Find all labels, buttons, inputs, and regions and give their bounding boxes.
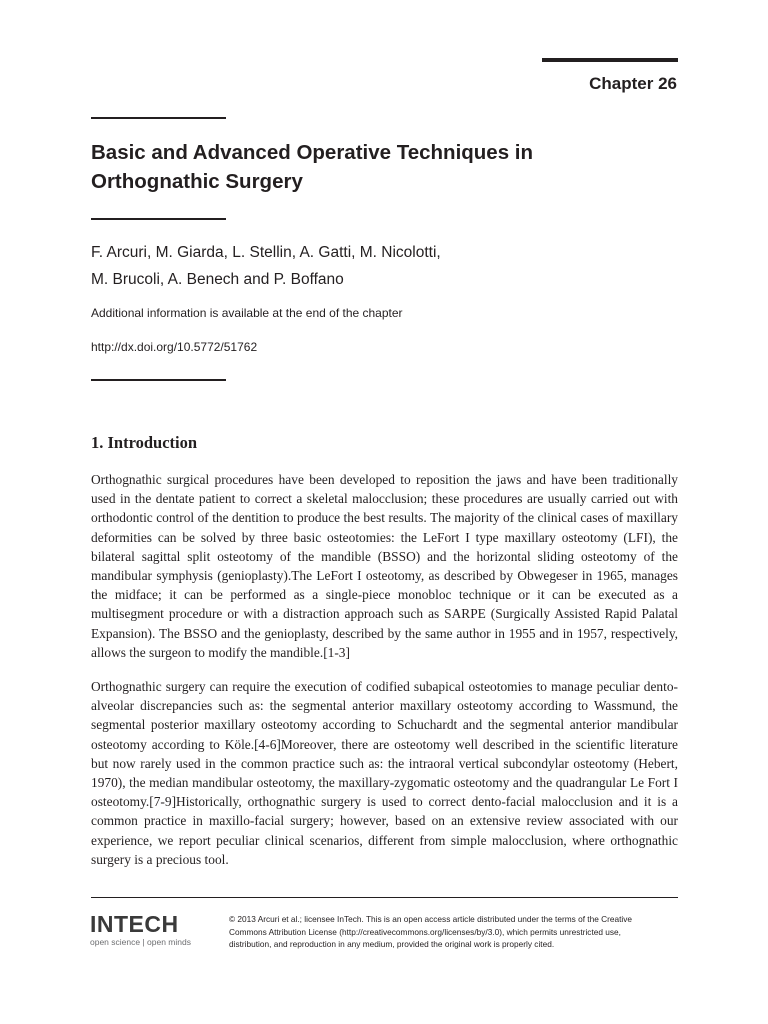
license-line-3: distribution, and reproduction in any medium, provided the original work is properly cited. — [229, 939, 555, 949]
title-top-rule — [91, 117, 226, 119]
author-list — [91, 239, 651, 293]
logo-tagline: open science | open minds — [90, 937, 191, 947]
section-heading: 1. Introduction — [91, 433, 198, 452]
license-line-1: © 2013 Arcuri et al.; licensee InTech. This is an open access article distributed under the terms of the Creative — [229, 914, 633, 924]
paragraph-2: Orthognathic surgery can require the execution of codified subapical osteotomies to manage peculiar dento-alveolar discrepancies such as: the segmental anterior maxillary osteotomy according to Wassmund, the segmental posterior maxillary osteotomy according to Schuchardt and the segmental anterior mandibular osteotomy according to Köle.[4-6]Moreover, there are osteotomy well described in the scientific literature but now rarely used in the common practice such as: the intraoral vertical subcondylar osteotomy (Hebert, 1970), the median mandibular osteotomy, the maxillary-zygomatic osteotomy and the quadrangular Le Fort I osteotomy.[7-9]Historically, orthognathic surgery is used to correct dento-facial malocclusion and it is a common practice in maxillo-facial surgery; however, based on an extensive review associated with our experience, we report peculiar clinical scenarios, different from simple malocclusion, where orthognathic surgery is a precious tool. — [91, 679, 678, 867]
footer-rule — [91, 897, 678, 898]
license-line-2: Commons Attribution License (http://creativecommons.org/licenses/by/3.0), which permits unrestricted use, — [229, 926, 621, 937]
paragraph-1: Orthognathic surgical procedures have been developed to reposition the jaws and have been traditionally used in the dentate patient to correct a skeletal malocclusion; these procedures are usually carried out with orthodontic control of the dentition to produce the best results. The majority of the clinical cases of maxillary deformities can be solved by three basic osteotomies: the LeFort I type maxillary osteotomy (LFI), the bilateral sagittal split osteotomy of the mandible (BSSO) and the horizontal sliding osteotomy of the mandibular symphysis (genioplasty).The LeFort I osteotomy, as described by Obwegeser in 1965, manages the midface; it can be performed as a single-piece monobloc technique or it can be executed as a multisegment procedure or with a distraction approach such as SARPE (Surgically Assisted Rapid Palatal Expansion). The BSSO and the genioplasty, described by the same author in 1955 and in 1957, respectively, allows the surgeon to modify the mandible.[1-3] — [91, 472, 678, 660]
top-right-rule — [542, 58, 678, 62]
intech-logo — [90, 912, 191, 947]
authors-line-2: M. Brucoli, A. Benech and P. Boffano — [91, 271, 344, 288]
chapter-label: Chapter 26 — [589, 74, 677, 93]
authors-line-1: F. Arcuri, M. Giarda, L. Stellin, A. Gatti, M. Nicolotti, — [91, 244, 441, 261]
license-notice — [229, 913, 681, 951]
title-bottom-rule — [91, 218, 226, 220]
doi-link[interactable]: http://dx.doi.org/10.5772/51762 — [91, 340, 258, 354]
logo-wordmark: INTECH — [90, 911, 179, 937]
title-line-1: Basic and Advanced Operative Techniques in — [91, 141, 534, 164]
additional-info: Additional information is available at the end of the chapter — [91, 306, 403, 320]
title-line-2: Orthognathic Surgery — [91, 170, 303, 193]
header-end-rule — [91, 379, 226, 381]
chapter-title — [91, 138, 651, 196]
